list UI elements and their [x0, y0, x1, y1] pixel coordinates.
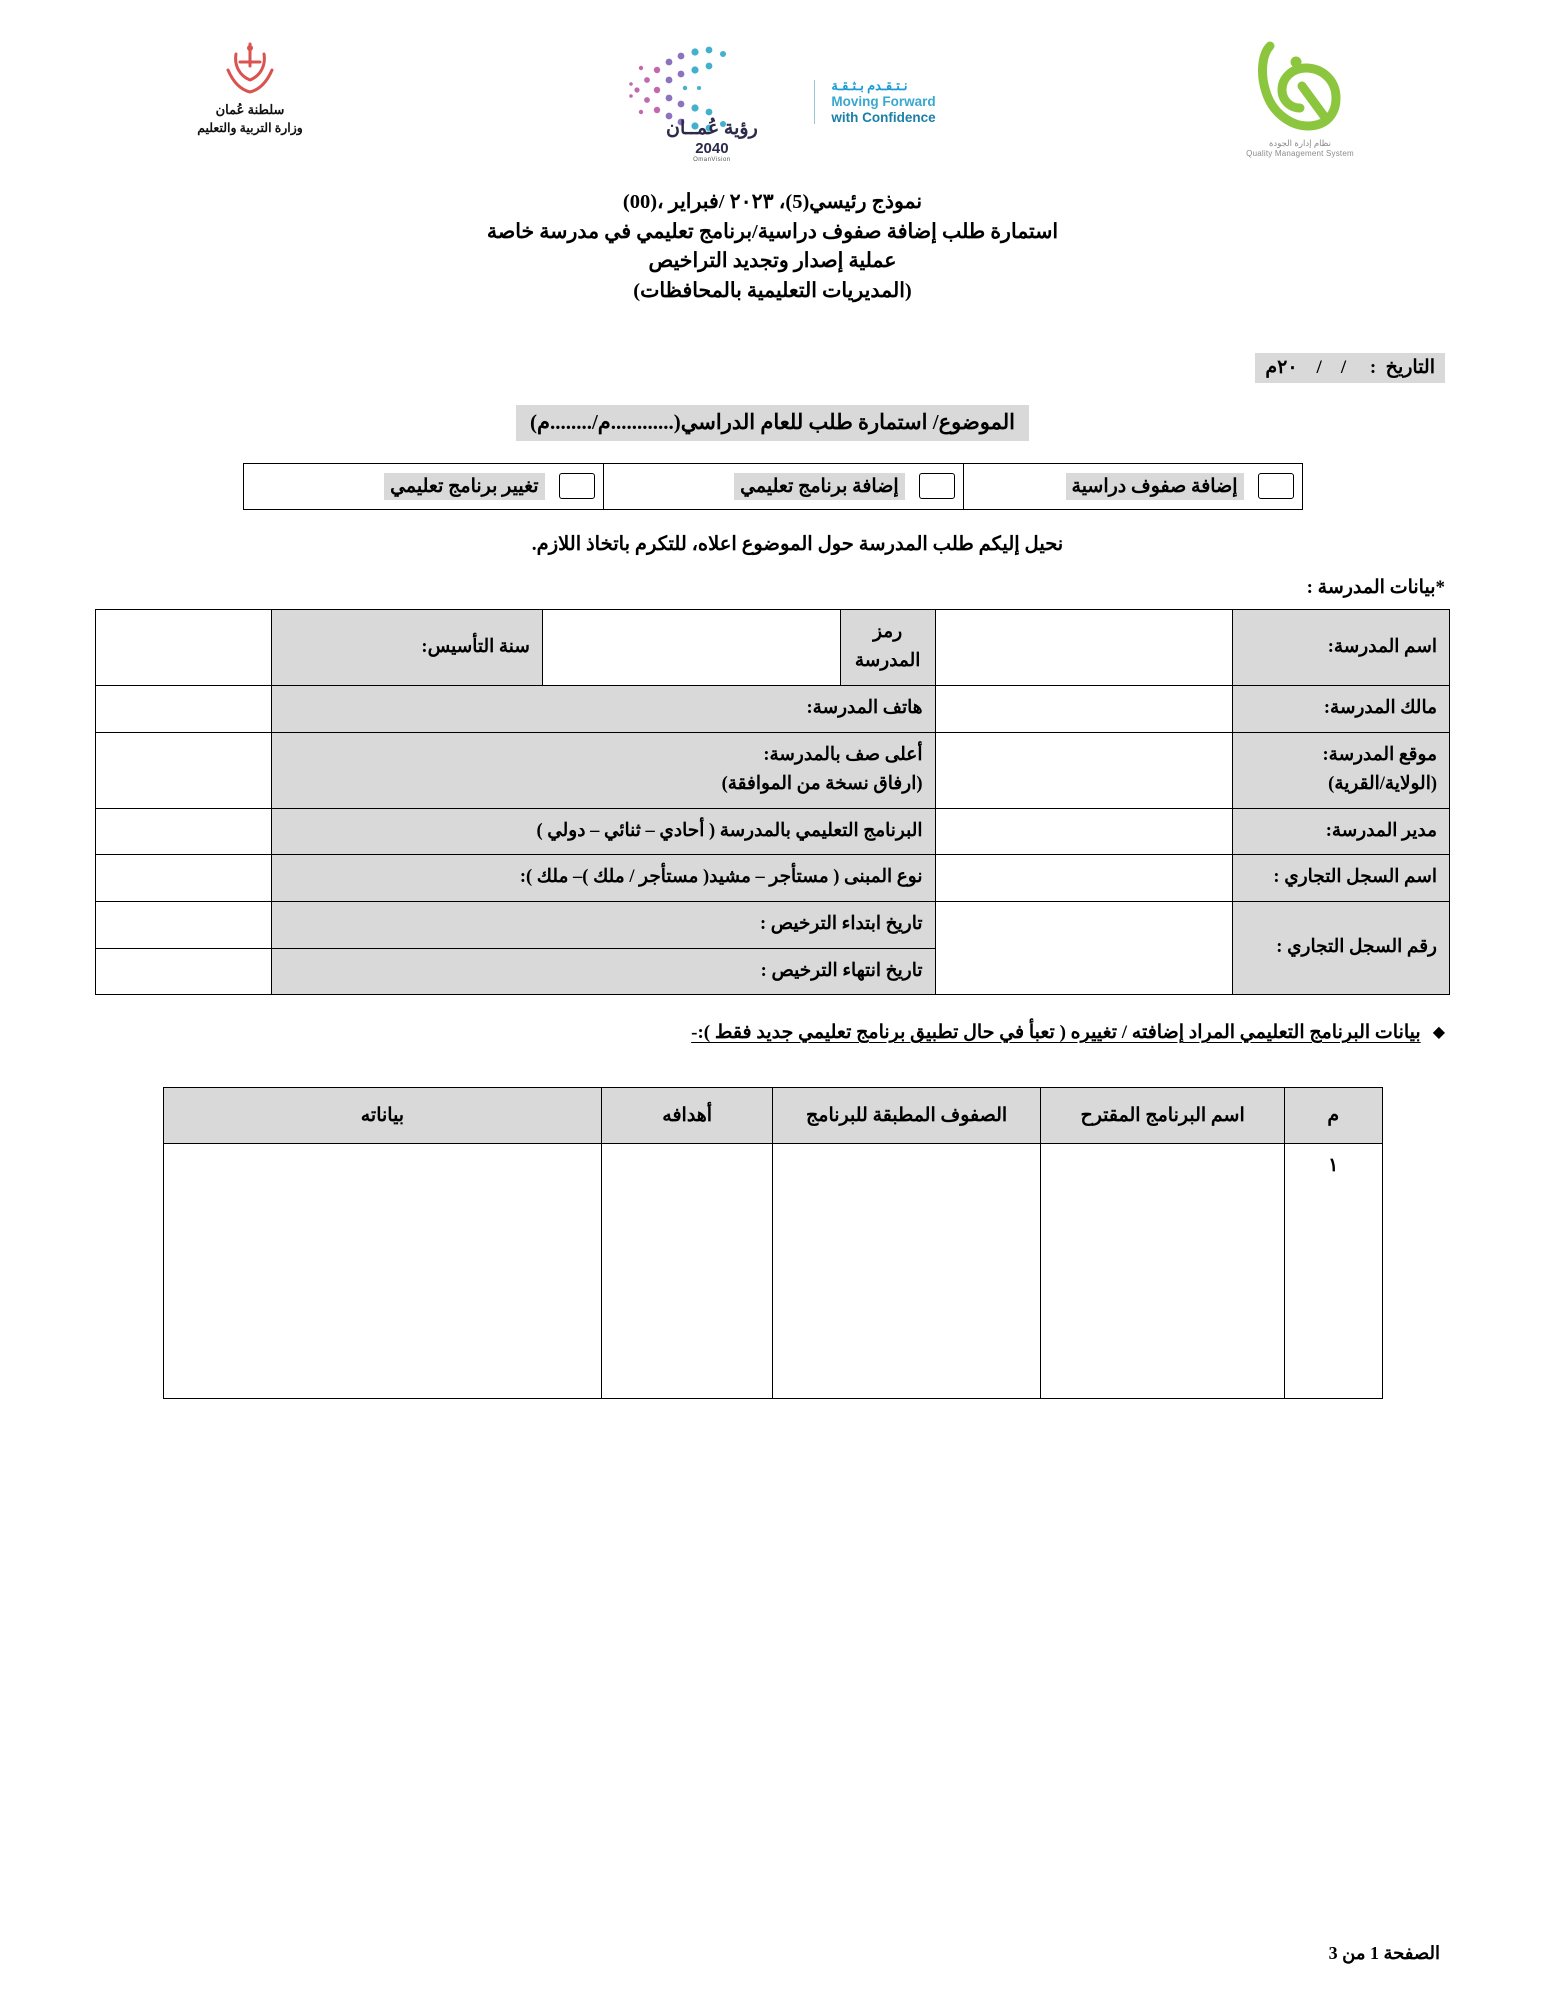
proposed-program-table [163, 1087, 1383, 1399]
subject-text[interactable]: الموضوع/ استمارة طلب للعام الدراسي(............م/........م) [516, 405, 1029, 441]
table-header-row [163, 1088, 1382, 1144]
label-change-program: تغيير برنامج تعليمي [384, 473, 545, 500]
table-row [96, 732, 1450, 808]
oman-national-emblem-icon [220, 40, 280, 98]
label-current-program: البرنامج التعليمي بالمدرسة ( أحادي – ثنائي – دولي ) [272, 808, 935, 855]
page-footer [0, 1943, 1545, 1964]
col-header-program-name: اسم البرنامج المقترح [1041, 1088, 1285, 1144]
cell-goals[interactable] [602, 1144, 773, 1399]
label-school-location-line2: (الولاية/القرية) [1328, 774, 1437, 795]
qms-caption-english: Quality Management System [1246, 148, 1354, 158]
request-type-table [243, 463, 1303, 510]
document-title-block [0, 188, 1545, 307]
col-header-details: بياناته [163, 1088, 602, 1144]
program-section-heading: بيانات البرنامج التعليمي المراد إضافته / تغييره ( تعبأ في حال تطبيق برنامج تعليمي جديد فقط ):- [691, 1022, 1421, 1044]
request-type-cell-add-program [603, 463, 963, 509]
ministry-line2: وزارة التربية والتعليم [197, 121, 303, 135]
vision-year: 2040 [695, 140, 729, 157]
label-school-code: رمز المدرسة [840, 609, 935, 685]
tagline-arabic: نـتـقـدم بـثـقـة [831, 77, 908, 93]
vision-subtitle: OmanVision [693, 157, 731, 163]
label-building-type: نوع المبنى ( مستأجر – مشيد( مستأجر / ملك )– ملك ): [272, 855, 935, 902]
value-license-end-date[interactable] [96, 948, 272, 995]
table-row [96, 855, 1450, 902]
date-row [0, 353, 1545, 383]
value-commercial-register-number[interactable] [935, 902, 1233, 995]
checkbox-change-program[interactable] [559, 473, 595, 499]
value-school-owner[interactable] [935, 686, 1233, 733]
label-school-owner: مالك المدرسة: [1233, 686, 1450, 733]
tagline-english-line2: with Confidence [831, 109, 936, 125]
logo-header-bar [0, 0, 1545, 180]
request-type-cell-add-classes [963, 463, 1302, 509]
diamond-bullet-icon: ◆ [1432, 1024, 1445, 1042]
date-spacer [0, 353, 1255, 383]
oman-vision-2040-logo [568, 40, 988, 163]
quality-management-system-logo [1225, 40, 1375, 159]
value-highest-grade[interactable] [96, 732, 272, 808]
date-field[interactable]: التاريخ : / / ٢٠م [1255, 353, 1445, 383]
school-data-section-label: *بيانات المدرسة : [1306, 576, 1445, 598]
label-highest-grade [272, 732, 935, 808]
page-number-text: الصفحة 1 من 3 [1328, 1943, 1440, 1963]
checkbox-add-program[interactable] [919, 473, 955, 499]
label-commercial-register-number: رقم السجل التجاري : [1233, 902, 1450, 995]
label-school-location [1233, 732, 1450, 808]
label-school-principal: مدير المدرسة: [1233, 808, 1450, 855]
vision-mark [619, 40, 804, 163]
cell-program-name[interactable] [1041, 1144, 1285, 1399]
col-header-goals: أهدافه [602, 1088, 773, 1144]
request-type-cell-change-program [243, 463, 603, 509]
moving-forward-tagline [825, 78, 935, 125]
value-school-phone[interactable] [96, 686, 272, 733]
label-license-end-date: تاريخ انتهاء الترخيص : [272, 948, 935, 995]
label-license-start-date: تاريخ ابتداء الترخيص : [272, 902, 935, 949]
label-highest-grade-line2: (ارفاق نسخة من الموافقة) [721, 774, 923, 795]
cell-applied-grades[interactable] [773, 1144, 1041, 1399]
title-directorates: (المديريات التعليمية بالمحافظات) [633, 280, 912, 303]
qms-caption [1246, 138, 1354, 159]
ministry-line1: سلطنة عُمان [215, 102, 285, 117]
table-row [163, 1144, 1382, 1399]
table-row [243, 463, 1302, 509]
value-school-principal[interactable] [935, 808, 1233, 855]
title-process: عملية إصدار وتجديد التراخيص [648, 250, 897, 273]
cell-row-number: ١ [1284, 1144, 1382, 1399]
label-add-classes: إضافة صفوف دراسية [1066, 473, 1244, 500]
subject-row [0, 405, 1545, 441]
col-header-number: م [1284, 1088, 1382, 1144]
col-header-applied-grades: الصفوف المطبقة للبرنامج [773, 1088, 1041, 1144]
value-commercial-register-name[interactable] [935, 855, 1233, 902]
title-main: استمارة طلب إضافة صفوف دراسية/برنامج تعليمي في مدرسة خاصة [486, 220, 1059, 243]
value-license-start-date[interactable] [96, 902, 272, 949]
label-highest-grade-line1: أعلى صف بالمدرسة: [763, 744, 923, 765]
label-founding-year: سنة التأسيس: [272, 609, 543, 685]
checkbox-add-classes[interactable] [1258, 473, 1294, 499]
value-building-type[interactable] [96, 855, 272, 902]
table-row [96, 686, 1450, 733]
table-row [96, 902, 1450, 949]
value-school-code[interactable] [542, 609, 840, 685]
value-current-program[interactable] [96, 808, 272, 855]
logo-divider [814, 80, 815, 124]
qms-caption-arabic: نظام إدارة الجودة [1268, 138, 1332, 148]
qms-mark-icon [1256, 40, 1344, 132]
value-school-name[interactable] [935, 609, 1233, 685]
label-add-program: إضافة برنامج تعليمي [734, 473, 905, 500]
program-section-heading-row [100, 1021, 1445, 1045]
vision-word: رؤية عُمــان [665, 118, 758, 139]
label-school-name: اسم المدرسة: [1233, 609, 1450, 685]
table-row [96, 609, 1450, 685]
value-school-location[interactable] [935, 732, 1233, 808]
cell-details[interactable] [163, 1144, 602, 1399]
table-row [96, 808, 1450, 855]
ministry-of-education-logo [170, 40, 330, 136]
school-data-table [95, 609, 1450, 995]
note-paragraph-wrap [150, 532, 1445, 556]
label-school-phone: هاتف المدرسة: [272, 686, 935, 733]
value-founding-year[interactable] [96, 609, 272, 685]
label-school-location-line1: موقع المدرسة: [1322, 744, 1437, 765]
title-form-code: نموذج رئيسي(5)، ٢٠٢٣ /فبراير ،(00) [622, 191, 923, 213]
note-paragraph: نحيل إليكم طلب المدرسة حول الموضوع اعلاه، للتكرم باتخاذ اللازم. [531, 533, 1064, 555]
tagline-english-line1: Moving Forward [831, 93, 936, 109]
label-commercial-register-name: اسم السجل التجاري : [1233, 855, 1450, 902]
